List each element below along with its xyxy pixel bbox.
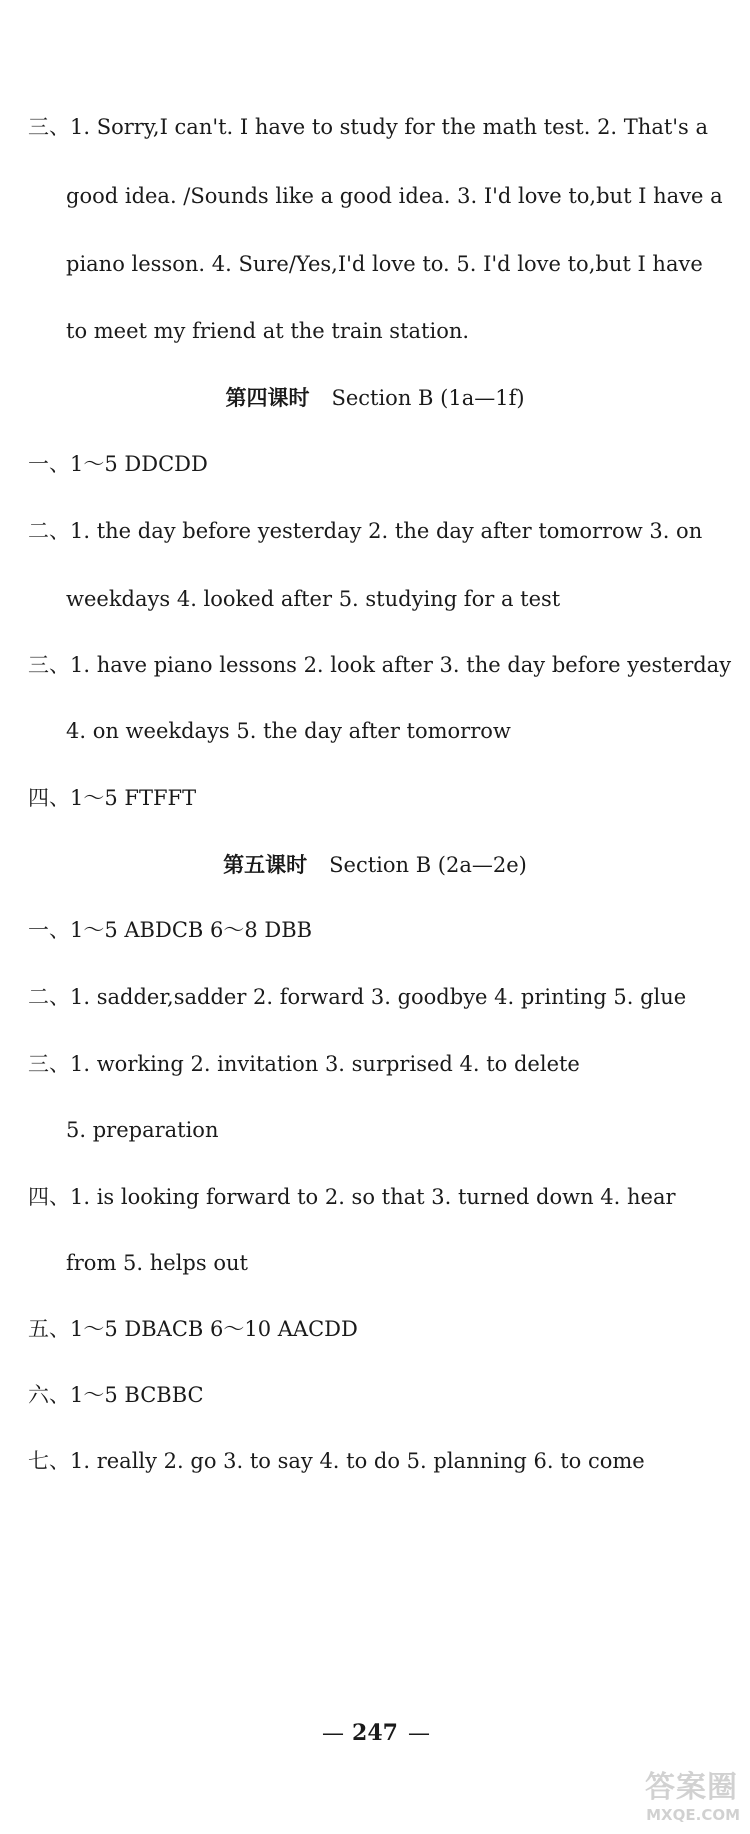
lesson-5-title-zh: 第五课时 xyxy=(223,853,308,877)
lesson-5-title-en: Section B (2a—2e) xyxy=(329,853,527,877)
page-number-value: 247 xyxy=(352,1720,398,1746)
page-number-dash-left: — xyxy=(322,1721,343,1746)
answer-line: good idea. /Sounds like a good idea. 3. I'd love to,but I have a xyxy=(66,184,723,208)
answer-line: 四、1～5 FTFFT xyxy=(28,786,197,810)
answer-line: piano lesson. 4. Sure/Yes,I'd love to. 5. I'd love to,but I have xyxy=(66,252,703,276)
watermark-logo xyxy=(622,1760,742,1826)
answer-line: weekdays 4. looked after 5. studying for a test xyxy=(66,587,561,611)
answer-line: 三、1. have piano lessons 2. look after 3. the day before yesterday xyxy=(28,653,732,677)
answer-line: 二、1. the day before yesterday 2. the day after tomorrow 3. on xyxy=(28,519,703,543)
answer-line: 一、1～5 DDCDD xyxy=(28,452,208,476)
answer-line: to meet my friend at the train station. xyxy=(66,319,470,343)
answer-line: 四、1. is looking forward to 2. so that 3. turned down 4. hear xyxy=(28,1185,676,1209)
page-number-dash-right: — xyxy=(407,1721,428,1746)
lesson-5-heading xyxy=(0,855,750,876)
watermark-top-text: 答案圈 xyxy=(645,1770,738,1805)
answer-line: 一、1～5 ABDCB 6～8 DBB xyxy=(28,918,313,942)
lesson-4-heading xyxy=(0,388,750,409)
answer-line: 5. preparation xyxy=(66,1118,219,1142)
page-number xyxy=(0,1722,750,1745)
lesson-4-title-en: Section B (1a—1f) xyxy=(331,386,525,410)
lesson-4-title-zh: 第四课时 xyxy=(225,386,310,410)
answer-line: 三、1. working 2. invitation 3. surprised 4. to delete xyxy=(28,1052,580,1076)
answer-line: 六、1～5 BCBBC xyxy=(28,1383,204,1407)
watermark-bottom-text: MXQE.COM xyxy=(646,1806,740,1824)
answer-line: 4. on weekdays 5. the day after tomorrow xyxy=(66,719,511,743)
answer-line: 五、1～5 DBACB 6～10 AACDD xyxy=(28,1317,358,1341)
answer-line: 二、1. sadder,sadder 2. forward 3. goodbye 4. printing 5. glue xyxy=(28,985,687,1009)
answer-line: 七、1. really 2. go 3. to say 4. to do 5. planning 6. to come xyxy=(28,1449,645,1473)
answer-line: from 5. helps out xyxy=(66,1251,248,1275)
answer-line: 三、1. Sorry,I can't. I have to study for the math test. 2. That's a xyxy=(28,115,709,139)
